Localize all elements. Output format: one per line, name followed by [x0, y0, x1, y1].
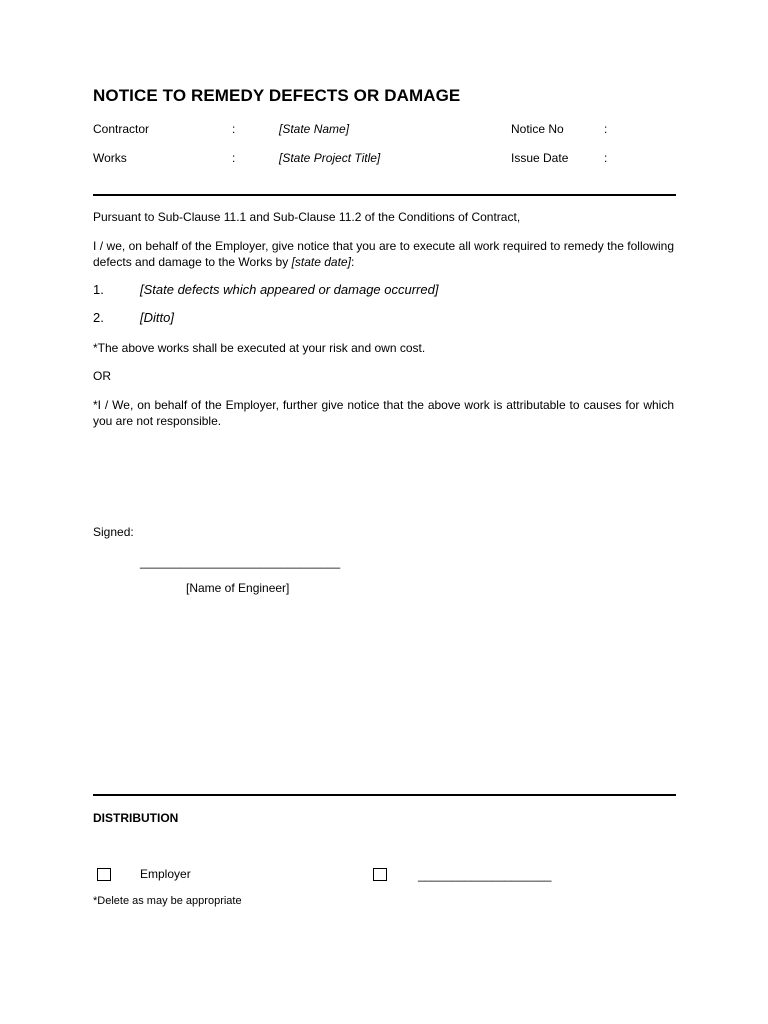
- list-item-text: [Ditto]: [140, 310, 174, 325]
- list-item-number: 2.: [93, 310, 104, 325]
- footnote: *Delete as may be appropriate: [93, 895, 242, 907]
- works-value: [State Project Title]: [279, 151, 381, 165]
- issue-date-label: Issue Date: [511, 151, 569, 165]
- document-title: NOTICE TO REMEDY DEFECTS OR DAMAGE: [93, 86, 461, 105]
- list-item-text: [State defects which appeared or damage occurred]: [140, 282, 439, 297]
- issue-date-colon: :: [604, 151, 608, 165]
- notice-no-colon: :: [604, 122, 608, 136]
- notice-date: [state date]: [291, 255, 351, 269]
- employer-checkbox[interactable]: [97, 868, 111, 881]
- pursuant-paragraph: Pursuant to Sub-Clause 11.1 and Sub-Clause 11.2 of the Conditions of Contract,: [93, 210, 521, 224]
- other-recipient-checkbox[interactable]: [373, 868, 387, 881]
- other-recipient-line: ____________________: [418, 868, 552, 882]
- notice-paragraph: [93, 238, 674, 270]
- signed-label: Signed:: [93, 525, 134, 539]
- notice-text: I / we, on behalf of the Employer, give notice that you are to execute all work required to remedy the following defects and damage to the Works by: [93, 239, 674, 269]
- header-divider: [93, 194, 676, 196]
- list-item-number: 1.: [93, 282, 104, 297]
- distribution-heading: DISTRIBUTION: [93, 811, 179, 825]
- contractor-colon: :: [232, 122, 236, 136]
- alternative-paragraph: *I / We, on behalf of the Employer, further give notice that the above work is attributable to causes for which you are not responsible.: [93, 398, 674, 428]
- works-colon: :: [232, 151, 236, 165]
- works-label: Works: [93, 151, 127, 165]
- contractor-value: [State Name]: [279, 122, 350, 136]
- notice-no-label: Notice No: [511, 122, 564, 136]
- signature-line: ______________________________: [140, 555, 341, 569]
- risk-paragraph: *The above works shall be executed at your risk and own cost.: [93, 341, 426, 355]
- contractor-label: Contractor: [93, 122, 150, 136]
- notice-end: :: [350, 255, 355, 269]
- engineer-name: [Name of Engineer]: [186, 581, 290, 595]
- distribution-divider: [93, 794, 676, 796]
- employer-label: Employer: [140, 867, 191, 881]
- or-separator: OR: [93, 369, 111, 383]
